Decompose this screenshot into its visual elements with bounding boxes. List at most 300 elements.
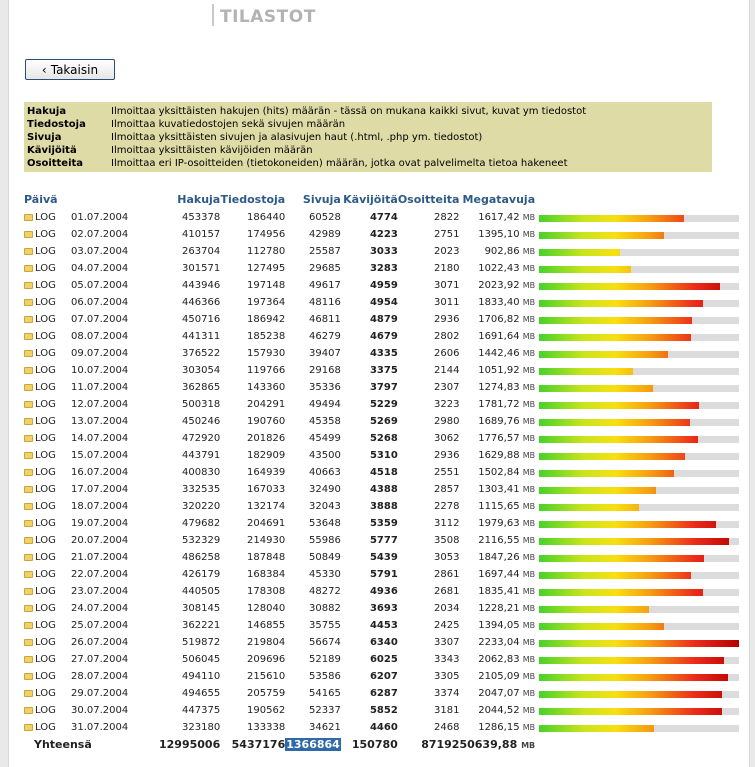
folder-icon [24,350,33,357]
log-link[interactable]: LOG [35,671,56,682]
pages-cell: 32043 [309,501,341,512]
usage-bar-track [539,317,739,324]
mb-unit: MB [522,502,536,511]
mb-cell [459,549,535,566]
log-link[interactable]: LOG [35,467,56,478]
mb-cell [459,379,535,396]
usage-bar-fill [539,691,722,698]
usage-bar-track [539,538,739,545]
pages-cell: 43500 [309,450,341,461]
legend-term: Tiedostoja [27,119,86,130]
ips-cell: 2857 [434,484,460,495]
table-row [24,685,746,702]
mb-unit: MB [522,468,536,477]
date-cell [24,549,159,566]
mb-cell [459,328,535,345]
date-cell [24,685,159,702]
visits-cell: 4959 [369,280,398,291]
usage-bar-track [539,606,739,613]
mb-value: 1051,92 [478,365,520,376]
log-link[interactable]: LOG [35,331,56,342]
files-cell: 186440 [247,212,286,223]
mb-cell [459,294,535,311]
legend-row [27,118,712,131]
date-value: 02.07.2004 [71,229,129,240]
folder-icon [24,214,33,221]
totals-label: Yhteensä [34,738,92,751]
files-cell: 214930 [247,535,286,546]
ips-cell: 2180 [434,263,460,274]
visits-cell: 5269 [369,416,398,427]
hits-cell: 332535 [182,484,221,495]
hits-cell: 450246 [182,416,221,427]
date-cell [24,277,159,294]
date-cell [24,668,159,685]
mb-cell [459,413,535,430]
visits-cell: 4518 [369,467,398,478]
log-link[interactable]: LOG [35,246,56,257]
folder-icon [24,316,33,323]
log-link[interactable]: LOG [35,365,56,376]
ips-cell: 2936 [434,450,460,461]
date-cell [24,328,159,345]
usage-bar-track [539,657,739,664]
mb-unit: MB [522,519,536,528]
visits-cell: 5439 [369,552,398,563]
folder-icon [24,418,33,425]
usage-bar-track [539,351,739,358]
usage-bar-fill [539,249,620,256]
files-cell: 182909 [247,450,286,461]
date-value: 01.07.2004 [71,212,129,223]
visits-cell: 4774 [369,212,398,223]
hits-cell: 519872 [182,637,221,648]
date-value: 28.07.2004 [71,671,129,682]
hits-cell: 447375 [182,705,221,716]
mb-cell [459,515,535,532]
date-value: 15.07.2004 [71,450,129,461]
bar-cell [535,600,746,617]
visits-cell: 4954 [369,297,398,308]
pages-cell: 49617 [309,280,341,291]
table-row [24,515,746,532]
table-row [24,243,746,260]
legend-desc: Ilmoittaa yksittäisten kävijöiden määrän [111,145,313,156]
table-row [24,668,746,685]
mb-unit: MB [522,400,536,409]
log-link[interactable]: LOG [35,637,56,648]
files-cell: 119766 [247,365,286,376]
folder-icon [24,520,33,527]
mb-unit: MB [522,655,536,664]
date-value: 22.07.2004 [71,569,129,580]
pages-cell: 42989 [309,229,341,240]
date-cell [24,294,159,311]
bar-cell [535,430,746,447]
ips-cell: 2606 [434,348,460,359]
usage-bar-fill [539,419,690,426]
usage-bar-fill [539,368,633,375]
ips-cell: 3305 [434,671,460,682]
table-row [24,583,746,600]
bar-cell [535,617,746,634]
mb-cell [459,260,535,277]
date-cell [24,464,159,481]
usage-bar-track [539,589,739,596]
visits-cell: 5852 [369,705,398,716]
usage-bar-track [539,368,739,375]
table-body [24,209,746,736]
files-cell: 133338 [247,722,286,733]
header-visits: Kävijöitä [343,193,398,206]
legend-term: Osoitteita [27,158,84,169]
usage-bar-track [539,300,739,307]
mb-unit: MB [522,230,536,239]
mb-unit: MB [522,213,536,222]
log-link[interactable]: LOG [35,314,56,325]
mb-unit: MB [522,536,536,545]
log-link[interactable]: LOG [35,552,56,563]
log-link[interactable]: LOG [35,535,56,546]
pages-cell: 29685 [309,263,341,274]
log-link[interactable]: LOG [35,433,56,444]
ips-cell: 2681 [434,586,460,597]
bar-cell [535,311,746,328]
files-cell: 128040 [247,603,286,614]
mb-unit: MB [522,417,536,426]
usage-bar-fill [539,555,704,562]
pages-cell: 45330 [309,569,341,580]
date-cell [24,481,159,498]
log-link[interactable]: LOG [35,229,56,240]
usage-bar-fill [539,674,728,681]
pages-cell: 45358 [309,416,341,427]
files-cell: 186942 [247,314,286,325]
bar-cell [535,583,746,600]
folder-icon [24,673,33,680]
mb-unit: MB [522,570,536,579]
hits-cell: 362865 [182,382,221,393]
visits-cell: 4388 [369,484,398,495]
bar-cell [535,498,746,515]
files-cell: 205759 [247,688,286,699]
date-cell [24,243,159,260]
mb-value: 1228,21 [478,603,520,614]
date-cell [24,651,159,668]
mb-value: 2062,83 [478,654,520,665]
mb-unit: MB [522,434,536,443]
files-cell: 178308 [247,586,286,597]
totals-pages[interactable]: 1366864 [286,738,340,751]
pages-cell: 56674 [309,637,341,648]
bar-cell [535,396,746,413]
bar-cell [535,549,746,566]
mb-value: 2105,09 [478,671,520,682]
files-cell: 185238 [247,331,286,342]
mb-value: 1697,44 [478,569,520,580]
pages-cell: 34621 [309,722,341,733]
folder-icon [24,452,33,459]
usage-bar-fill [539,657,724,664]
mb-value: 902,86 [484,246,520,257]
page [8,0,750,767]
mb-value: 1776,57 [478,433,520,444]
mb-value: 1274,83 [478,382,520,393]
table-row [24,345,746,362]
table-row [24,651,746,668]
mb-unit: MB [522,366,536,375]
pages-cell: 60528 [309,212,341,223]
visits-cell: 4936 [369,586,398,597]
usage-bar-track [539,402,739,409]
mb-cell [459,243,535,260]
folder-icon [24,639,33,646]
date-value: 13.07.2004 [71,416,129,427]
date-value: 04.07.2004 [71,263,129,274]
date-value: 12.07.2004 [71,399,129,410]
ips-cell: 3181 [434,705,460,716]
hits-cell: 443791 [182,450,221,461]
totals-mb: 50639,88 [459,738,518,751]
table-row [24,260,746,277]
date-cell [24,362,159,379]
visits-cell: 3283 [369,263,398,274]
header-files: Tiedostoja [220,193,286,206]
mb-cell [459,464,535,481]
table-row [24,532,746,549]
back-button[interactable] [25,59,115,80]
bar-cell [535,702,746,719]
table-row [24,311,746,328]
mb-cell [459,566,535,583]
date-value: 26.07.2004 [71,637,129,648]
usage-bar-track [539,249,739,256]
folder-icon [24,231,33,238]
table-row [24,396,746,413]
folder-icon [24,469,33,476]
hits-cell: 301571 [182,263,221,274]
mb-unit: MB [522,689,536,698]
usage-bar-fill [539,436,698,443]
folder-icon [24,299,33,306]
mb-value: 2233,04 [478,637,520,648]
files-cell: 219804 [247,637,286,648]
log-link[interactable]: LOG [35,484,56,495]
mb-cell [459,532,535,549]
bar-cell [535,719,746,736]
totals-visits: 150780 [351,738,398,751]
visits-cell: 4223 [369,229,398,240]
mb-cell [459,668,535,685]
log-link[interactable]: LOG [35,722,56,733]
usage-bar-fill [539,623,664,630]
pages-cell: 53586 [309,671,341,682]
log-link[interactable]: LOG [35,450,56,461]
date-cell [24,634,159,651]
date-value: 05.07.2004 [71,280,129,291]
ips-cell: 2307 [434,382,460,393]
ips-cell: 2980 [434,416,460,427]
bar-cell [535,685,746,702]
pages-cell: 35336 [309,382,341,393]
files-cell: 201826 [247,433,286,444]
usage-bar-track [539,436,739,443]
date-cell [24,447,159,464]
ips-cell: 2802 [434,331,460,342]
log-link[interactable]: LOG [35,416,56,427]
totals-mb-cell [459,736,535,753]
log-link[interactable]: LOG [35,654,56,665]
folder-icon [24,248,33,255]
mb-cell [459,226,535,243]
table-row [24,294,746,311]
pages-cell: 48272 [309,586,341,597]
files-cell: 157930 [247,348,286,359]
log-link[interactable]: LOG [35,348,56,359]
mb-value: 2023,92 [478,280,520,291]
date-cell [24,719,159,736]
header-bar [535,193,746,209]
totals-bar-cell [535,736,746,753]
log-link[interactable]: LOG [35,263,56,274]
usage-bar-track [539,385,739,392]
mb-value: 1617,42 [478,212,520,223]
hits-cell: 494110 [182,671,221,682]
table-row [24,634,746,651]
back-button-label: Takaisin [50,62,99,77]
hits-cell: 446366 [182,297,221,308]
ips-cell: 3071 [434,280,460,291]
usage-bar-track [539,521,739,528]
bar-cell [535,226,746,243]
log-link[interactable]: LOG [35,297,56,308]
mb-value: 1835,41 [478,586,520,597]
hits-cell: 308145 [182,603,221,614]
log-link[interactable]: LOG [35,501,56,512]
date-value: 29.07.2004 [71,688,129,699]
header-mb: Megatavuja [462,193,536,206]
ips-cell: 3011 [434,297,460,308]
ips-cell: 2278 [434,501,460,512]
mb-value: 2116,55 [478,535,520,546]
usage-bar-fill [539,453,685,460]
log-link[interactable]: LOG [35,620,56,631]
mb-value: 1979,63 [478,518,520,529]
files-cell: 132174 [247,501,286,512]
mb-value: 1303,41 [478,484,520,495]
ips-cell: 3053 [434,552,460,563]
legend-term: Hakuja [27,106,67,117]
folder-icon [24,401,33,408]
hits-cell: 532329 [182,535,221,546]
usage-bar-fill [539,589,703,596]
date-cell [24,617,159,634]
mb-value: 1022,43 [478,263,520,274]
bar-cell [535,260,746,277]
ips-cell: 2034 [434,603,460,614]
totals-unit: MB [521,741,536,750]
ips-cell: 3374 [434,688,460,699]
visits-cell: 6287 [369,688,398,699]
mb-unit: MB [522,485,536,494]
table-row [24,447,746,464]
date-value: 31.07.2004 [71,722,129,733]
pages-cell: 39407 [309,348,341,359]
log-link[interactable]: LOG [35,212,56,223]
date-cell [24,430,159,447]
table-row [24,277,746,294]
mb-cell [459,277,535,294]
totals-files: 5437176 [231,738,286,751]
pages-cell: 49494 [309,399,341,410]
folder-icon [24,435,33,442]
table-row [24,600,746,617]
totals-pages-cell [285,736,341,753]
bar-cell [535,345,746,362]
ips-cell: 3062 [434,433,460,444]
date-value: 18.07.2004 [71,501,129,512]
visits-cell: 6207 [369,671,398,682]
usage-bar-fill [539,402,699,409]
ips-cell: 3343 [434,654,460,665]
log-link[interactable]: LOG [35,603,56,614]
log-link[interactable]: LOG [35,569,56,580]
log-link[interactable]: LOG [35,705,56,716]
ips-cell: 2144 [434,365,460,376]
pages-cell: 40663 [309,467,341,478]
log-link[interactable]: LOG [35,688,56,699]
date-value: 24.07.2004 [71,603,129,614]
visits-cell: 5777 [369,535,398,546]
mb-cell [459,396,535,413]
bar-cell [535,328,746,345]
mb-cell [459,345,535,362]
header-pages: Sivuja [302,193,341,206]
mb-unit: MB [522,723,536,732]
log-link[interactable]: LOG [35,382,56,393]
visits-cell: 5359 [369,518,398,529]
visits-cell: 5229 [369,399,398,410]
folder-icon [24,690,33,697]
table-row [24,464,746,481]
usage-bar-fill [539,351,668,358]
table-row [24,379,746,396]
folder-icon [24,282,33,289]
mb-value: 1781,72 [478,399,520,410]
bar-cell [535,515,746,532]
usage-bar-fill [539,640,739,647]
pages-cell: 46811 [309,314,341,325]
mb-value: 1629,88 [478,450,520,461]
mb-value: 2047,07 [478,688,520,699]
hits-cell: 303054 [182,365,221,376]
date-cell [24,566,159,583]
log-link[interactable]: LOG [35,586,56,597]
date-value: 25.07.2004 [71,620,129,631]
folder-icon [24,384,33,391]
date-cell [24,379,159,396]
log-link[interactable]: LOG [35,518,56,529]
mb-cell [459,430,535,447]
mb-cell [459,498,535,515]
date-cell [24,311,159,328]
bar-cell [535,481,746,498]
date-cell [24,702,159,719]
table-row [24,549,746,566]
date-value: 21.07.2004 [71,552,129,563]
log-link[interactable]: LOG [35,399,56,410]
log-link[interactable]: LOG [35,280,56,291]
